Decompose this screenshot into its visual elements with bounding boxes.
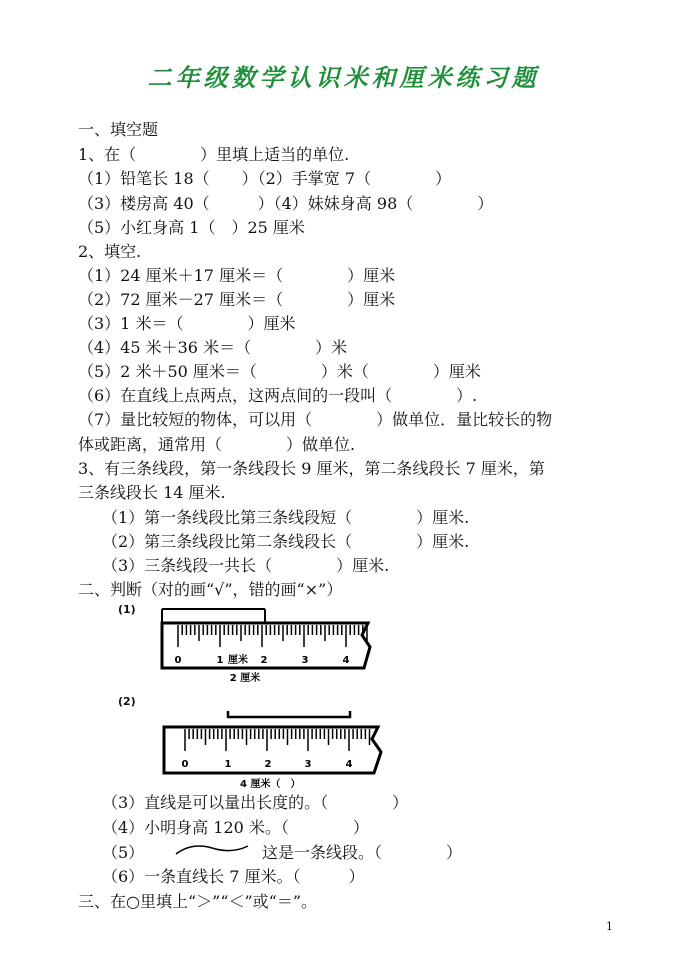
ruler-1-unit: 厘米 <box>228 655 248 666</box>
page-number: 1 <box>606 920 613 933</box>
ruler-1-label: (1) <box>118 603 136 616</box>
question-2-item-2: （2）72 厘米－27 厘米＝（ ）厘米 <box>78 290 396 309</box>
ruler-1-tick-4: 4 <box>342 655 350 666</box>
ruler-2-tick-3: 3 <box>304 759 312 770</box>
ruler-1-tick-3: 3 <box>301 655 309 666</box>
question-1-row-2: （3）楼房高 40（ ）（4）妹妹身高 98（ ） <box>78 194 494 213</box>
question-2-item-7-cont: 体或距离，通常用（ ）做单位. <box>78 435 356 454</box>
question-3-item-2: （2）第三条线段比第二条线段长（ ）厘米. <box>102 532 470 551</box>
judge-item-4: （4）小明身高 120 米。（ ） <box>102 818 369 837</box>
ruler-2-tick-4: 4 <box>345 759 353 770</box>
judge-item-5-text: 这是一条线段。（ ） <box>262 843 463 862</box>
page-title: 二年级数学认识米和厘米练习题 <box>147 64 540 92</box>
ruler-1 <box>150 605 390 685</box>
question-1-row-1: （1）铅笔长 18（ ）（2）手掌宽 7（ ） <box>78 169 452 188</box>
ruler-2-tick-2: 2 <box>264 759 272 770</box>
question-2-item-6: （6）在直线上点两点，这两点间的一段叫（ ）. <box>78 386 478 405</box>
question-2-item-7: （7）量比较短的物体，可以用（ ）做单位．量比较长的物 <box>78 410 553 429</box>
question-1-row-3: （5）小红身高 1（ ）25 厘米 <box>78 218 305 237</box>
ruler-2-caption: 4 厘米（ ） <box>240 779 301 790</box>
ruler-2-tick-1: 1 <box>224 759 232 770</box>
ruler-1-tick-1: 1 <box>216 655 224 666</box>
judge-item-5-label: （5） <box>102 843 145 862</box>
question-3-item-3: （3）三条线段一共长（ ）厘米. <box>102 556 390 575</box>
judge-item-3: （3）直线是可以量出长度的。（ ） <box>102 793 409 812</box>
ruler-2 <box>150 705 400 790</box>
question-2-item-4: （4）45 米＋36 米＝（ ）米 <box>78 338 348 357</box>
section-2-heading: 二、判断（对的画“√”，错的画“×”） <box>78 580 343 599</box>
ruler-2-tick-0: 0 <box>181 759 189 770</box>
ruler-1-tick-0: 0 <box>174 655 182 666</box>
question-3-cont: 三条线段长 14 厘米. <box>78 483 226 502</box>
ruler-2-label: (2) <box>118 695 136 708</box>
question-3-item-1: （1）第一条线段比第三条线段短（ ）厘米. <box>102 508 470 527</box>
section-1-heading: 一、填空题 <box>78 120 159 139</box>
ruler-1-tick-2: 2 <box>260 655 268 666</box>
judge-item-6: （6）一条直线长 7 厘米。（ ） <box>102 867 365 886</box>
question-3: 3、有三条线段，第一条线段长 9 厘米，第二条线段长 7 厘米，第 <box>78 459 545 478</box>
curve-segment-figure <box>172 840 252 860</box>
ruler-1-caption: 2 厘米 <box>229 673 261 684</box>
question-1: 1、在（ ）里填上适当的单位. <box>78 145 350 164</box>
section-3-heading: 三、在○里填上“＞”“＜”或“＝”。 <box>78 892 318 911</box>
question-2-item-1: （1）24 厘米＋17 厘米＝（ ）厘米 <box>78 266 396 285</box>
question-2-item-3: （3）1 米＝（ ）厘米 <box>78 314 296 333</box>
question-2: 2、填空. <box>78 242 142 261</box>
question-2-item-5: （5）2 米＋50 厘米＝（ ）米（ ）厘米 <box>78 362 481 381</box>
